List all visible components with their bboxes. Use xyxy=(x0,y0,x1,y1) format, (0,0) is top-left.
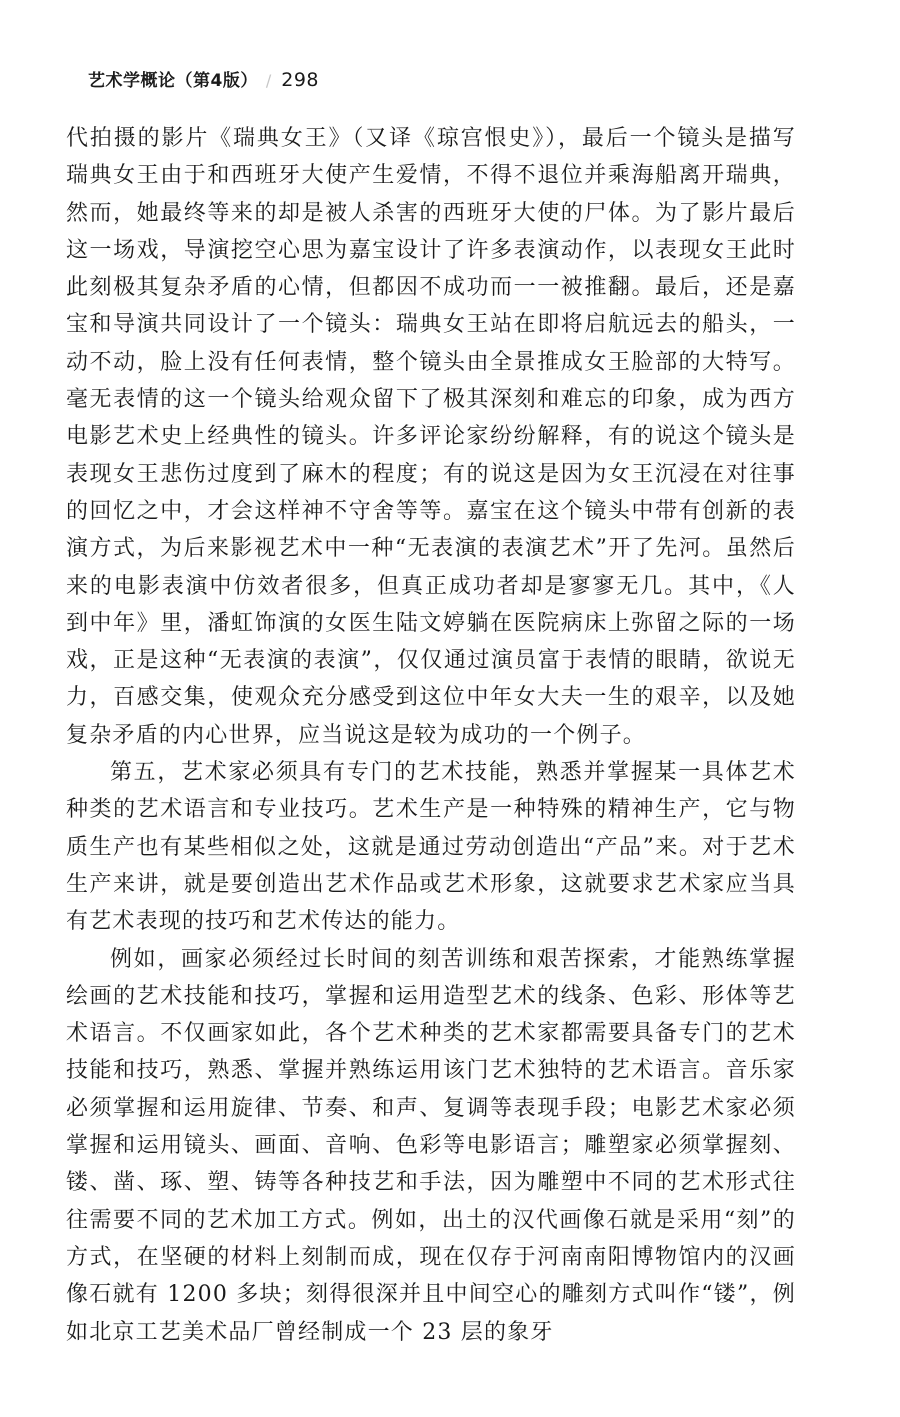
header-divider: / xyxy=(265,71,272,90)
paragraph-continued: 代拍摄的影片《瑞典女王》（又译《琼宫恨史》），最后一个镜头是描写瑞典女王由于和西班牙大使产生爱情，不得不退位并乘海船离开瑞典，然而，她最终等来的却是被人杀害的西班牙大使的尸体。为了影片最后这一场戏，导演挖空心思为嘉宝设计了许多表演动作，以表现女王此时此刻极其复杂矛盾的心情，但都因不成功而一一被推翻。最后，还是嘉宝和导演共同设计了一个镜头：瑞典女王站在即将启航远去的船头，一动不动，脸上没有任何表情，整个镜头由全景推成女王脸部的大特写。毫无表情的这一个镜头给观众留下了极其深刻和难忘的印象，成为西方电影艺术史上经典性的镜头。许多评论家纷纷解释，有的说这个镜头是表现女王悲伤过度到了麻木的程度；有的说这是因为女王沉浸在对往事的回忆之中，才会这样神不守舍等等。嘉宝在这个镜头中带有创新的表演方式，为后来影视艺术中一种“无表演的表演艺术”开了先河。虽然后来的电影表演中仿效者很多，但真正成功者却是寥寥无几。其中，《人到中年》里，潘虹饰演的女医生陆文婷躺在医院病床上弥留之际的一场戏，正是这种“无表演的表演”，仅仅通过演员富于表情的眼睛，欲说无力，百感交集，使观众充分感受到这位中年女大夫一生的艰辛，以及她复杂矛盾的内心世界，应当说这是较为成功的一个例子。 xyxy=(66,126,796,748)
body-text xyxy=(66,120,796,1351)
paragraph-fifth-point: 第五，艺术家必须具有专门的艺术技能，熟悉并掌握某一具体艺术种类的艺术语言和专业技巧。艺术生产是一种特殊的精神生产，它与物质生产也有某些相似之处，这就是通过劳动创造出“产品”来。对于艺术生产来讲，就是要创造出艺术作品或艺术形象，这就要求艺术家应当具有艺术表现的技巧和艺术传达的能力。 xyxy=(66,760,796,935)
paragraph-example: 例如，画家必须经过长时间的刻苦训练和艰苦探索，才能熟练掌握绘画的艺术技能和技巧，掌握和运用造型艺术的线条、色彩、形体等艺术语言。不仅画家如此，各个艺术种类的艺术家都需要具备专门的艺术技能和技巧，熟悉、掌握并熟练运用该门艺术独特的艺术语言。音乐家必须掌握和运用旋律、节奏、和声、复调等表现手段；电影艺术家必须掌握和运用镜头、画面、音响、色彩等电影语言；雕塑家必须掌握刻、镂、凿、琢、塑、铸等各种技艺和手法，因为雕塑中不同的艺术形式往往需要不同的艺术加工方式。例如，出土的汉代画像石就是采用“刻”的方式，在坚硬的材料上刻制而成，现在仅存于河南南阳博物馆内的汉画像石就有 1200 多块；刻得很深并且中间空心的雕刻方式叫作“镂”，例如北京工艺美术品厂曾经制成一个 23 层的象牙 xyxy=(66,946,796,1345)
book-title: 艺术学概论（第4版） xyxy=(88,71,258,91)
page-number: 298 xyxy=(281,69,319,91)
running-header xyxy=(88,66,319,96)
